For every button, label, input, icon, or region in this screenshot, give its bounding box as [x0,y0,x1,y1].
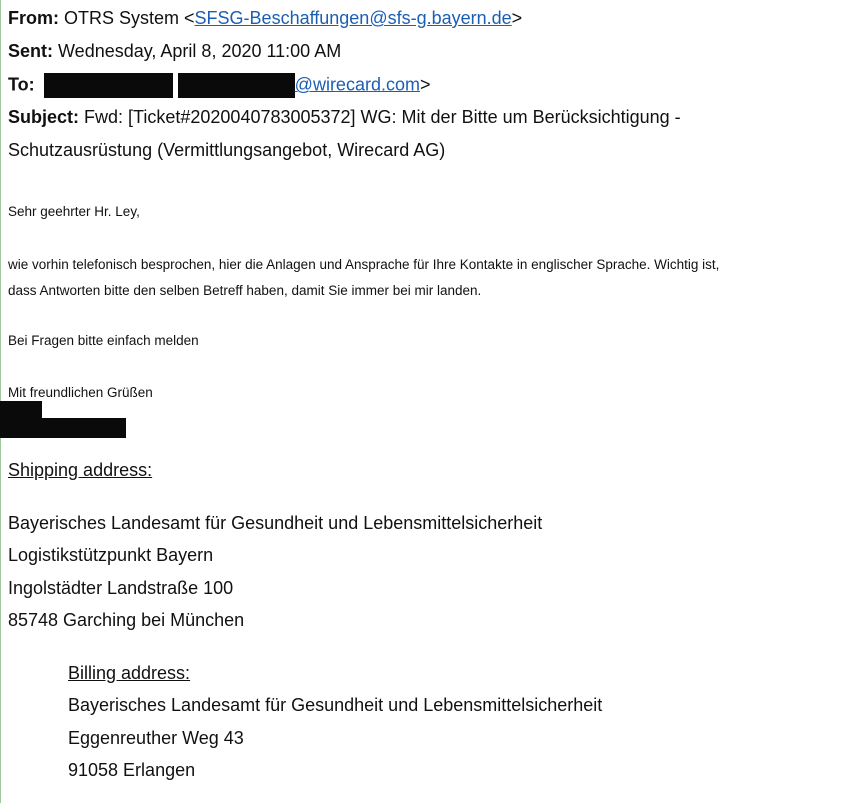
to-name-redaction [44,73,173,98]
paragraph-1-line-1: wie vorhin telefonisch besprochen, hier die Anlagen und Ansprache für Ihre Kontakte in englischer Sprache. Wichtig ist, [8,257,720,272]
to-label: To: [8,74,35,95]
shipping-line-2: Logistikstützpunkt Bayern [8,545,214,565]
billing-heading: Billing address: [68,663,191,683]
billing-line-3: 91058 Erlangen [68,760,196,780]
to-close: > [419,74,431,95]
billing-line-2: Eggenreuther Weg 43 [68,728,244,748]
paragraph-2: Bei Fragen bitte einfach melden [8,333,199,348]
closing: Mit freundlichen Grüßen [8,385,153,400]
subject-line-2 [8,139,445,161]
subject-label: Subject: [8,107,80,127]
from-name: OTRS System < [64,8,195,28]
subject-line-1 [8,106,681,128]
billing-line-1: Bayerisches Landesamt für Gesundheit und Lebensmittelsicherheit [68,695,603,715]
shipping-line-1: Bayerisches Landesamt für Gesundheit und Lebensmittelsicherheit [8,513,543,533]
shipping-line-3: Ingolstädter Landstraße 100 [8,578,234,598]
to-domain-link[interactable]: @wirecard.com [294,74,420,95]
to-line [8,73,430,98]
shipping-heading: Shipping address: [8,460,153,480]
from-close: > [511,8,523,28]
greeting: Sehr geehrter Hr. Ley, [8,204,140,219]
sent-label: Sent: [8,41,53,61]
from-line [8,7,522,29]
sent-line [8,40,341,62]
subject-text-2: Schutzausrüstung (Vermittlungsangebot, Wirecard AG) [8,140,446,160]
shipping-line-4: 85748 Garching bei München [8,610,245,630]
sent-value: Wednesday, April 8, 2020 11:00 AM [58,41,342,61]
to-address-redaction [178,73,295,98]
from-label: From: [8,8,59,28]
subject-text-1: Fwd: [Ticket#2020040783005372] WG: Mit der Bitte um Berücksichtigung - [84,107,681,127]
from-address-link[interactable]: SFSG-Beschaffungen@sfs-g.bayern.de [194,8,512,28]
signature-redaction [0,418,126,438]
paragraph-1-line-2: dass Antworten bitte den selben Betreff haben, damit Sie immer bei mir landen. [8,283,482,298]
